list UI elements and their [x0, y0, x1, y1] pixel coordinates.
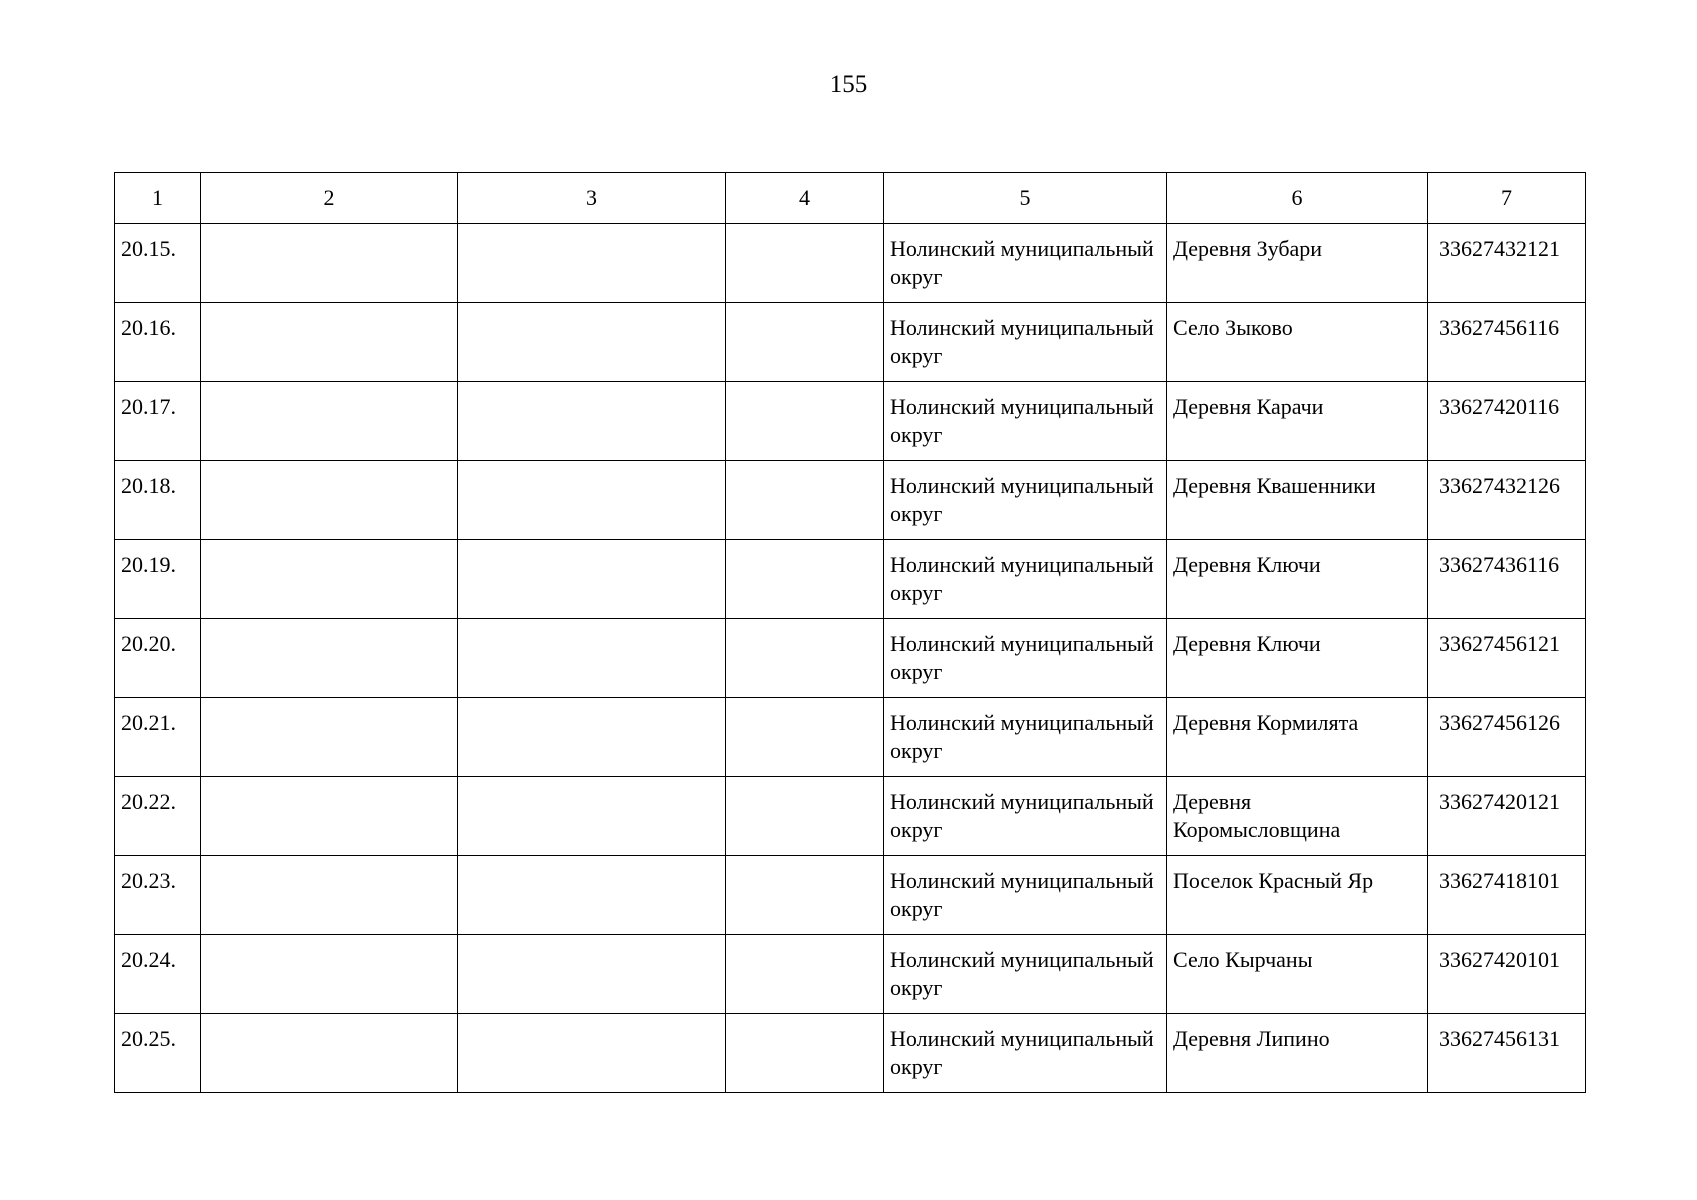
cell-col-4	[726, 303, 884, 382]
table-row	[115, 540, 1586, 619]
cell-col-3	[458, 303, 726, 382]
oktmo-code-cell: 33627436116	[1428, 540, 1586, 619]
cell-col-2	[201, 935, 458, 1014]
settlement-cell: Деревня Кормилята	[1167, 698, 1428, 777]
cell-col-3	[458, 461, 726, 540]
oktmo-code-cell: 33627432126	[1428, 461, 1586, 540]
cell-col-2	[201, 698, 458, 777]
column-header: 5	[884, 173, 1167, 224]
row-number: 20.25.	[115, 1014, 201, 1093]
cell-col-4	[726, 935, 884, 1014]
district-cell: Нолинский муниципальный округ	[884, 777, 1167, 856]
row-number: 20.17.	[115, 382, 201, 461]
oktmo-code-cell: 33627418101	[1428, 856, 1586, 935]
oktmo-code-cell: 33627420121	[1428, 777, 1586, 856]
district-cell: Нолинский муниципальный округ	[884, 303, 1167, 382]
district-cell: Нолинский муниципальный округ	[884, 540, 1167, 619]
row-number: 20.23.	[115, 856, 201, 935]
table-row	[115, 777, 1586, 856]
column-header: 1	[115, 173, 201, 224]
settlement-cell: Деревня Ключи	[1167, 619, 1428, 698]
oktmo-code-cell: 33627456116	[1428, 303, 1586, 382]
cell-col-4	[726, 777, 884, 856]
cell-col-3	[458, 619, 726, 698]
cell-col-4	[726, 1014, 884, 1093]
settlement-cell: Село Кырчаны	[1167, 935, 1428, 1014]
cell-col-2	[201, 303, 458, 382]
cell-col-4	[726, 619, 884, 698]
oktmo-code-cell: 33627456131	[1428, 1014, 1586, 1093]
cell-col-2	[201, 224, 458, 303]
district-cell: Нолинский муниципальный округ	[884, 1014, 1167, 1093]
cell-col-4	[726, 461, 884, 540]
row-number: 20.16.	[115, 303, 201, 382]
page-number: 155	[829, 71, 868, 98]
column-header: 6	[1167, 173, 1428, 224]
cell-col-3	[458, 224, 726, 303]
table-row	[115, 935, 1586, 1014]
cell-col-3	[458, 540, 726, 619]
oktmo-code-cell: 33627456121	[1428, 619, 1586, 698]
district-cell: Нолинский муниципальный округ	[884, 461, 1167, 540]
cell-col-3	[458, 698, 726, 777]
settlement-cell: Деревня Квашенники	[1167, 461, 1428, 540]
oktmo-code-cell: 33627432121	[1428, 224, 1586, 303]
cell-col-2	[201, 461, 458, 540]
table-row	[115, 461, 1586, 540]
district-cell: Нолинский муниципальный округ	[884, 856, 1167, 935]
row-number: 20.21.	[115, 698, 201, 777]
table-row	[115, 1014, 1586, 1093]
cell-col-4	[726, 540, 884, 619]
table-row	[115, 698, 1586, 777]
row-number: 20.22.	[115, 777, 201, 856]
oktmo-code-cell: 33627456126	[1428, 698, 1586, 777]
settlement-cell: Деревня Коромысловщина	[1167, 777, 1428, 856]
table-row	[115, 382, 1586, 461]
district-cell: Нолинский муниципальный округ	[884, 698, 1167, 777]
cell-col-4	[726, 856, 884, 935]
district-cell: Нолинский муниципальный округ	[884, 382, 1167, 461]
district-cell: Нолинский муниципальный округ	[884, 935, 1167, 1014]
row-number: 20.24.	[115, 935, 201, 1014]
registry-table	[114, 172, 1586, 1093]
cell-col-2	[201, 540, 458, 619]
row-number: 20.15.	[115, 224, 201, 303]
cell-col-3	[458, 856, 726, 935]
column-header: 4	[726, 173, 884, 224]
settlement-cell: Деревня Липино	[1167, 1014, 1428, 1093]
district-cell: Нолинский муниципальный округ	[884, 224, 1167, 303]
cell-col-3	[458, 382, 726, 461]
cell-col-3	[458, 777, 726, 856]
cell-col-2	[201, 619, 458, 698]
oktmo-code-cell: 33627420101	[1428, 935, 1586, 1014]
row-number: 20.18.	[115, 461, 201, 540]
settlement-cell: Село Зыково	[1167, 303, 1428, 382]
cell-col-2	[201, 1014, 458, 1093]
cell-col-3	[458, 1014, 726, 1093]
table-row	[115, 303, 1586, 382]
table-header-row	[115, 173, 1586, 224]
column-header: 3	[458, 173, 726, 224]
cell-col-2	[201, 856, 458, 935]
settlement-cell: Деревня Зубари	[1167, 224, 1428, 303]
row-number: 20.19.	[115, 540, 201, 619]
column-header: 7	[1428, 173, 1586, 224]
cell-col-2	[201, 382, 458, 461]
table-row	[115, 856, 1586, 935]
settlement-cell: Деревня Ключи	[1167, 540, 1428, 619]
row-number: 20.20.	[115, 619, 201, 698]
cell-col-2	[201, 777, 458, 856]
cell-col-4	[726, 382, 884, 461]
settlement-cell: Поселок Красный Яр	[1167, 856, 1428, 935]
table-row	[115, 224, 1586, 303]
column-header: 2	[201, 173, 458, 224]
cell-col-3	[458, 935, 726, 1014]
district-cell: Нолинский муниципальный округ	[884, 619, 1167, 698]
table-body	[115, 224, 1586, 1093]
cell-col-4	[726, 224, 884, 303]
cell-col-4	[726, 698, 884, 777]
settlement-cell: Деревня Карачи	[1167, 382, 1428, 461]
table-row	[115, 619, 1586, 698]
oktmo-code-cell: 33627420116	[1428, 382, 1586, 461]
